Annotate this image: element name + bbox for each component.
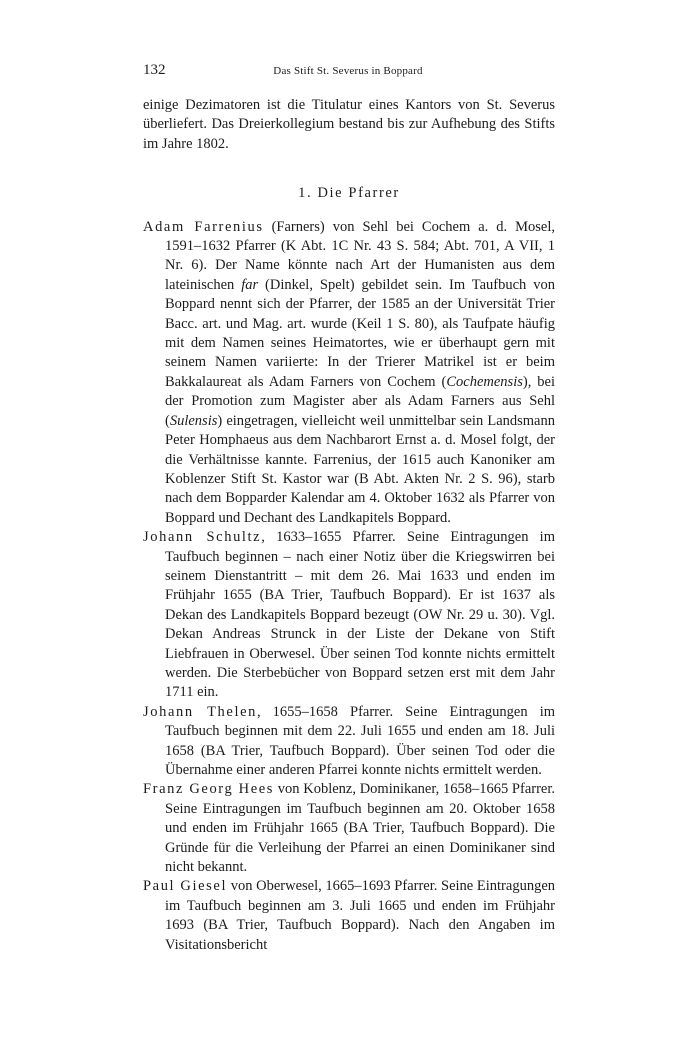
- entry-giesel: Paul Giesel von Oberwesel, 1665–1693 Pfarrer. Seine Eintragungen im Taufbuch beginnen am 3. Juli 1665 und enden im Frühjahr 1693 (BA Trier, Taufbuch Boppard). Nach den Angaben im Visitationsbericht: [143, 878, 556, 953]
- entry-hees: Franz Georg Hees von Koblenz, Dominikaner, 1658–1665 Pfarrer. Seine Eintragungen im Taufbuch beginnen am 20. Oktober 1658 und enden im Frühjahr 1665 (BA Trier, Taufbuch Boppard). Die Gründe für die Verleihung der Pfarrei an einen Dominikaner sind nicht bekannt.: [143, 781, 556, 876]
- intro-paragraph: einige Dezimatoren ist die Titulatur eines Kantors von St. Severus überliefert. Das Dreierkollegium bestand bis zur Aufhebung des Stifts im Jahre 1802.: [143, 97, 555, 152]
- section-heading: 1. Die Pfarrer: [298, 185, 400, 202]
- entry-name: Johann Thelen: [143, 703, 257, 720]
- entry-farrenius: Adam Farrenius (Farners) von Sehl bei Cochem a. d. Mosel, 1591–1632 Pfarrer (K Abt. 1C Nr. 43 S. 584; Abt. 701, A VII, 1 Nr. 6). Der Name könnte nach Art der Humanisten aus dem lateinischen far (Dinkel, Spelt) gebildet sein. Im Taufbuch von Boppard nennt sich der Pfarrer, der 1585 an der Universität Trier Bacc. art. und Mag. art. wurde (Keil 1 S. 80), als Taufpate häufig mit dem Namen seines Heimatortes, wie er überhaupt gern mit seinem Namen variierte: In der Trierer Matrikel ist er beim Bakkalaureat als Adam Farners von Cochem (Cochemensis), bei der Promotion zum Magister aber als Adam Farners aus Sehl (Sulensis) eingetragen, vielleicht weil unmittelbar sein Landsmann Peter Homphaeus aus dem Nachbarort Ernst a. d. Mosel folgt, der die Verhältnisse kannte. Farrenius, der 1615 auch Kanoniker am Koblenzer Stift St. Kastor war (B Abt. Akten Nr. 2 S. 96), starb nach dem Bopparder Kalendar am 4. Oktober 1632 als Pfarrer von Boppard und Dechant des Landkapitels Boppard.: [143, 218, 555, 526]
- running-title: Das Stift St. Severus in Boppard: [273, 65, 423, 77]
- entry-name: Franz Georg Hees: [143, 781, 275, 798]
- body-text: [143, 96, 555, 955]
- entry-schultz: Johann Schultz, 1633–1655 Pfarrer. Seine Eintragungen im Taufbuch beginnen – nach einer Notiz über die Kriegswirren bei seinem Dienstantritt – mit dem 26. Mai 1633 und enden im Frühjahr 1655 (BA Trier, Taufbuch Boppard). Er ist 1637 als Dekan des Landkapitels Boppard bezeugt (OW Nr. 29 u. 30). Vgl. Dekan Andreas Strunck in der Liste der Dekane von Stift Liebfrauen in Oberwesel. Über seinen Tod konnte nichts ermittelt werden. Die Sterbebücher von Boppard setzen erst mit dem Jahr 1711 ein.: [143, 529, 555, 701]
- page-number: 132: [143, 62, 166, 78]
- entry-name: Paul Giesel: [143, 878, 228, 895]
- entry-name: Johann Schultz: [143, 529, 262, 546]
- entry-thelen: Johann Thelen, 1655–1658 Pfarrer. Seine Eintragungen im Taufbuch beginnen mit dem 22. Juli 1655 und enden am 18. Juli 1658 (BA Trier, Taufbuch Boppard). Über seinen Tod oder die Übernahme einer anderen Pfarrei konnte nichts ermittelt werden.: [143, 703, 555, 778]
- entry-name: Adam Farrenius: [143, 218, 264, 235]
- running-head: [143, 62, 553, 82]
